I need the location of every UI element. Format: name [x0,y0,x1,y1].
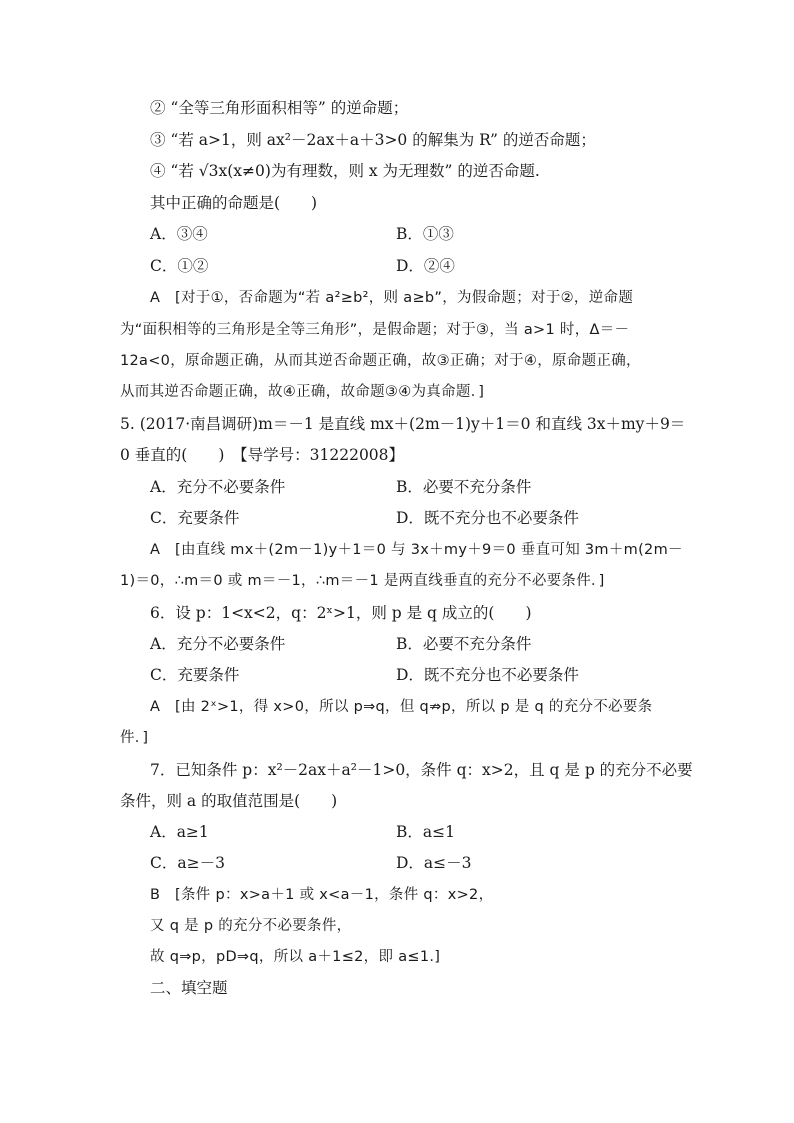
q7-solution-line: 又 q 是 p 的充分不必要条件， [150,918,352,934]
q4-solution-line: 为“面积相等的三角形是全等三角形”，是假命题；对于③，当 a>1 时，Δ＝－ [120,322,630,338]
q7-option-d: D．a≤－3 [396,854,472,872]
q5-option-c: C．充要条件 [150,509,240,527]
q4-solution-line: A [对于①，否命题为“若 a²≥b²，则 a≥b”，为假命题；对于②，逆命题 [150,290,634,306]
question-7-stem: 7．已知条件 p：x²－2ax＋a²－1>0，条件 q：x>2，且 q 是 p 的充分不必要 [150,761,693,779]
q7-option-b: B．a≤1 [396,823,455,841]
q5-solution-line: 1)＝0，∴m＝0 或 m＝－1，∴m＝－1 是两直线垂直的充分不必要条件．] [120,573,605,589]
q6-solution-line: A [由 2ˣ>1，得 x>0，所以 p⇒q，但 q⇏p，所以 p 是 q 的充分不必要条 [150,699,653,715]
question-5-stem: 5. (2017·南昌调研)m＝－1 是直线 mx＋(2m－1)y＋1＝0 和直线 3x＋my＋9＝ [120,415,686,433]
q6-solution-line: 件．] [120,730,149,746]
q6-option-b: B．必要不充分条件 [396,635,532,653]
q5-option-d: D．既不充分也不必要条件 [396,509,579,527]
proposition-3: ③ “若 a>1，则 ax²－2ax＋a＋3>0 的解集为 R” 的逆否命题； [150,131,596,149]
q5-option-a: A．充分不必要条件 [150,478,286,496]
proposition-4: ④ “若 √3x(x≠0)为有理数，则 x 为无理数” 的逆否命题. [150,162,540,180]
question-4-prompt: 其中正确的命题是( ) [150,194,318,212]
q4-option-c: C．①② [150,257,209,275]
q6-option-a: A．充分不必要条件 [150,635,286,653]
q7-solution-line: 故 q⇒p，pD⇒q，所以 a＋1≤2，即 a≤1.] [150,949,441,965]
q4-option-d: D．②④ [396,257,455,275]
q6-option-d: D．既不充分也不必要条件 [396,666,579,684]
question-7-stem: 条件，则 a 的取值范围是( ) [120,792,338,810]
q7-option-a: A．a≥1 [150,823,209,841]
q6-option-c: C．充要条件 [150,666,240,684]
q4-solution-line: 从而其逆否命题正确，故④正确，故命题③④为真命题．] [120,384,485,400]
proposition-2: ② “全等三角形面积相等” 的逆命题； [150,99,409,117]
q5-option-b: B．必要不充分条件 [396,478,532,496]
q7-option-c: C．a≥－3 [150,854,225,872]
q4-solution-line: 12a<0，原命题正确，从而其逆否命题正确，故③正确；对于④，原命题正确， [120,353,641,369]
section-heading: 二、填空题 [150,979,228,997]
q4-option-b: B．①③ [396,225,454,243]
q5-solution-line: A [由直线 mx＋(2m－1)y＋1＝0 与 3x＋my＋9＝0 垂直可知 3m＋m(2m－ [150,542,683,558]
question-5-stem: 0 垂直的( ) 【导学号：31222008】 [120,446,405,464]
question-6-stem: 6．设 p：1<x<2，q：2ˣ>1，则 p 是 q 成立的( ) [150,604,532,622]
q4-option-a: A．③④ [150,225,208,243]
q7-solution-line: B [条件 p：x>a＋1 或 x<a－1，条件 q：x>2， [150,887,494,903]
